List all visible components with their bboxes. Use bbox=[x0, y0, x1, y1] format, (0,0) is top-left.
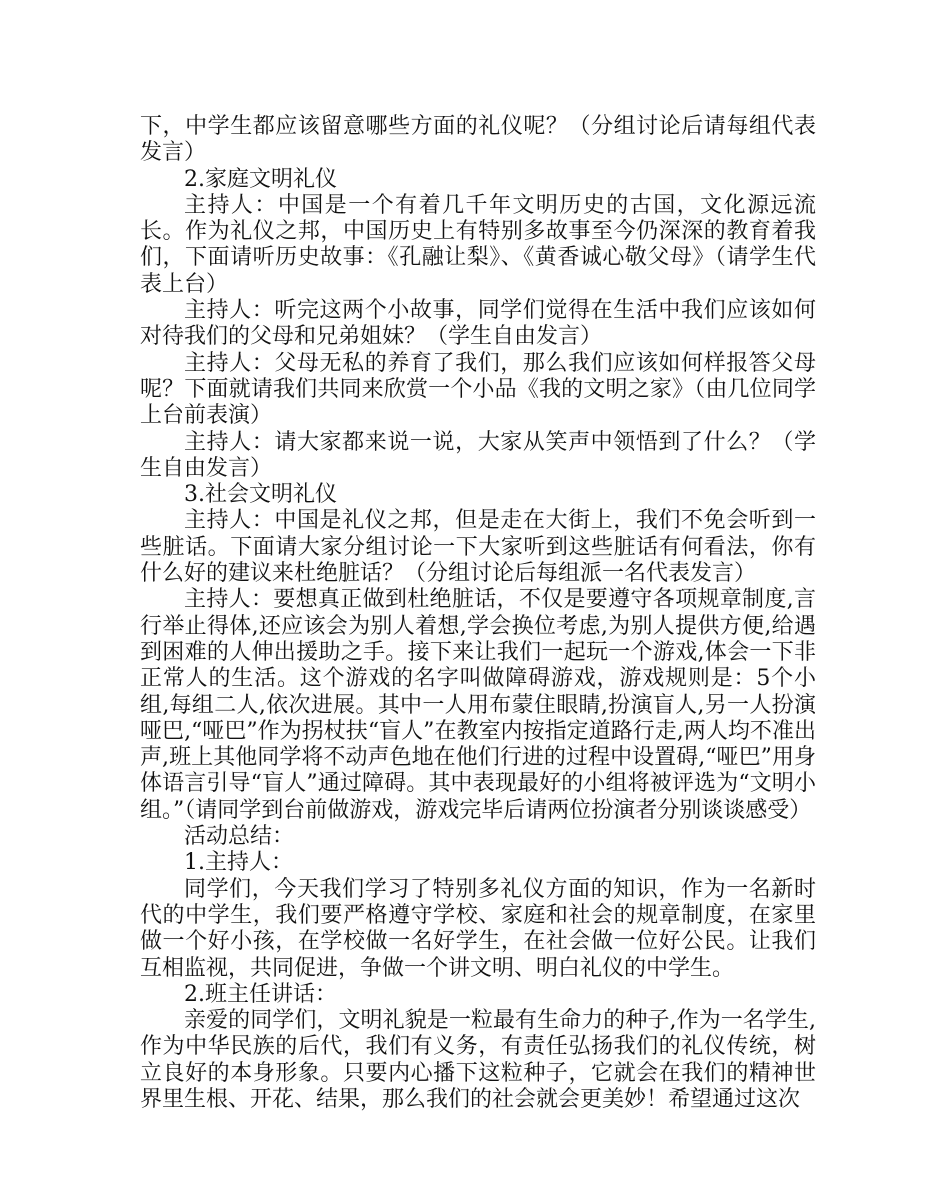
paragraph: 下，中学生都应该留意哪些方面的礼仪呢？（分组讨论后请每组代表发言） bbox=[140, 114, 816, 166]
paragraph: 2.班主任讲话： bbox=[184, 981, 337, 1007]
paragraph: 亲爱的同学们，文明礼貌是一粒最有生命力的种子,作为一名学生,作为中华民族的后代，我们有义务，有责任弘扬我们的礼仪传统，树立良好的本身形象。只要内心播下这粒种子，它就会在我们的精神世界里生根、开花、结果，那么我们的社会就会更美妙！希望通过这次 bbox=[140, 1008, 816, 1112]
paragraph: 主持人：听完这两个小故事，同学们觉得在生活中我们应该如何对待我们的父母和兄弟姐妹？（学生自由发言） bbox=[140, 298, 816, 350]
paragraph: 2.家庭文明礼仪 bbox=[184, 166, 337, 192]
paragraph: 主持人：中国是一个有着几千年文明历史的古国，文化源远流长。作为礼仪之邦，中国历史上有特别多故事至今仍深深的教育着我们，下面请听历史故事：《孔融让梨》、《黄香诚心敬父母》（请学生代表上台） bbox=[140, 192, 816, 297]
paragraph: 活动总结： bbox=[184, 824, 295, 850]
paragraph: 主持人：父母无私的养育了我们，那么我们应该如何样报答父母呢？下面就请我们共同来欣赏一个小品《我的文明之家》（由几位同学上台前表演） bbox=[140, 350, 816, 429]
paragraph: 主持人：请大家都来说一说，大家从笑声中领悟到了什么？（学生自由发言） bbox=[140, 429, 816, 481]
paragraph: 同学们，今天我们学习了特别多礼仪方面的知识，作为一名新时代的中学生，我们要严格遵守学校、家庭和社会的规章制度，在家里做一个好小孩，在学校做一名好学生，在社会做一位好公民。让我们互相监视，共同促进，争做一个讲文明、明白礼仪的中学生。 bbox=[140, 876, 816, 981]
document-page bbox=[140, 114, 816, 1113]
paragraph: 主持人：要想真正做到杜绝脏话，不仅是要遵守各项规章制度,言行举止得体,还应该会为别人着想,学会换位考虑,为别人提供方便,给遇到困难的人伸出援助之手。接下来让我们一起玩一个游戏,体会一下非正常人的生活。这个游戏的名字叫做障碍游戏，游戏规则是：5个小组,每组二人,依次进展。其中一人用布蒙住眼睛,扮演盲人,另一人扮演哑巴,“哑巴”作为拐杖扶“盲人”在教室内按指定道路行走,两人均不准出声,班上其他同学将不动声色地在他们行进的过程中设置碍,“哑巴”用身体语言引导“盲人”通过障碍。其中表现最好的小组将被评选为“文明小组。”（请同学到台前做游戏，游戏完毕后请两位扮演者分别谈谈感受） bbox=[140, 587, 816, 823]
paragraph: 1.主持人： bbox=[184, 850, 293, 876]
paragraph: 3.社会文明礼仪 bbox=[184, 482, 337, 508]
paragraph: 主持人：中国是礼仪之邦，但是走在大街上，我们不免会听到一些脏话。下面请大家分组讨论一下大家听到这些脏话有何看法，你有什么好的建议来杜绝脏话？（分组讨论后每组派一名代表发言） bbox=[140, 508, 816, 587]
